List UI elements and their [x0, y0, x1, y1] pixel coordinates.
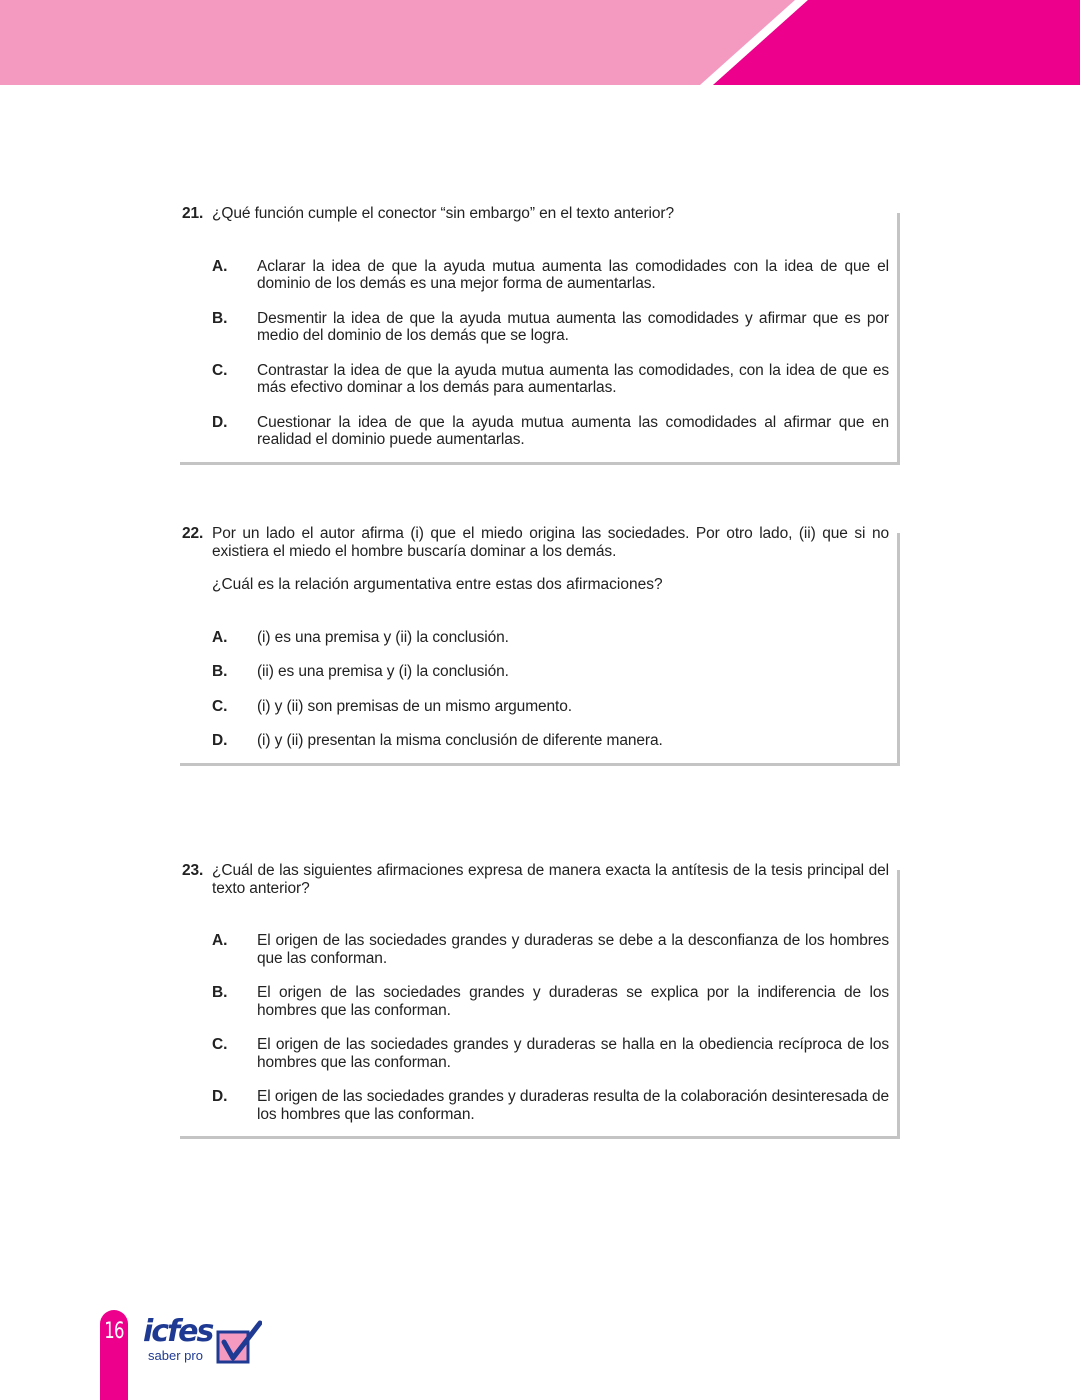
question-23 — [180, 862, 900, 1139]
option-text: Desmentir la idea de que la ayuda mutua aumenta las comodidades y afirmar que es por medio del dominio de los demás que se logra. — [257, 309, 889, 344]
option-c[interactable] — [180, 362, 900, 397]
question-21 — [180, 205, 900, 465]
question-number: 21. — [182, 205, 204, 222]
option-letter: D. — [212, 732, 228, 749]
option-text: (ii) es una premisa y (i) la conclusión. — [257, 663, 509, 680]
page-number-tab — [100, 1310, 128, 1400]
question-stem — [180, 205, 900, 223]
option-letter: C. — [212, 697, 228, 715]
option-letter: D. — [212, 413, 228, 431]
options-list — [180, 629, 900, 750]
option-text: Aclarar la idea de que la ayuda mutua aumenta las comodidades con la idea de que el dominio de los demás es una mejor forma de aumentarlas. — [257, 257, 889, 292]
option-a[interactable] — [180, 932, 900, 967]
question-number: 23. — [182, 862, 204, 879]
option-text: El origen de las sociedades grandes y duraderas se debe a la desconfianza de los hombres que las conforman. — [257, 932, 889, 967]
option-text: El origen de las sociedades grandes y duraderas resulta de la colaboración desinteresada de los hombres que las conforman. — [257, 1088, 889, 1123]
option-d[interactable] — [180, 414, 900, 449]
frame-bottom-border — [180, 763, 900, 766]
page-number: 16 — [104, 1319, 124, 1344]
options-list — [180, 258, 900, 449]
option-a[interactable] — [180, 258, 900, 293]
option-b[interactable] — [180, 663, 900, 681]
header-accent-shape — [0, 0, 1080, 85]
option-c[interactable] — [180, 1036, 900, 1071]
question-text: ¿Cuál de las siguientes afirmaciones expresa de manera exacta la antítesis de la tesis principal del texto anterior? — [212, 862, 889, 897]
option-letter: B. — [212, 663, 228, 680]
question-22 — [180, 525, 900, 766]
option-text: Contrastar la idea de que la ayuda mutua aumenta las comodidades, con la idea de que es más efectivo dominar a los demás para aumentarlas. — [257, 361, 889, 396]
option-d[interactable] — [180, 1088, 900, 1123]
options-list — [180, 932, 900, 1123]
option-b[interactable] — [180, 310, 900, 345]
option-text: Cuestionar la idea de que la ayuda mutua aumenta las comodidades al afirmar que en realidad el dominio puede aumentarlas. — [257, 413, 889, 448]
option-letter: D. — [212, 1088, 228, 1105]
option-text: El origen de las sociedades grandes y duraderas se explica por la indiferencia de los hombres que las conforman. — [257, 984, 889, 1019]
question-stem — [180, 525, 900, 560]
option-letter: B. — [212, 309, 228, 327]
checkmark-box-icon — [216, 1320, 262, 1364]
option-letter: C. — [212, 1036, 228, 1053]
icfes-logo — [140, 1314, 265, 1368]
option-text: (i) y (ii) son premisas de un mismo argumento. — [257, 697, 572, 715]
option-text: El origen de las sociedades grandes y duraderas se halla en la obediencia recíproca de los hombres que las conforman. — [257, 1036, 889, 1071]
option-letter: C. — [212, 361, 228, 379]
question-number: 22. — [182, 525, 204, 542]
frame-bottom-border — [180, 462, 900, 465]
option-a[interactable] — [180, 629, 900, 647]
option-letter: B. — [212, 984, 228, 1001]
option-b[interactable] — [180, 984, 900, 1019]
option-letter: A. — [212, 932, 228, 949]
logo-wordmark: icfes — [143, 1314, 213, 1349]
logo-subtitle: saber pro — [148, 1348, 203, 1363]
question-text: ¿Qué función cumple el conector “sin embargo” en el texto anterior? — [212, 205, 674, 222]
question-stem — [180, 862, 900, 897]
option-letter: A. — [212, 628, 228, 646]
question-subprompt: ¿Cuál es la relación argumentativa entre estas dos afirmaciones? — [212, 576, 663, 593]
option-letter: A. — [212, 257, 228, 275]
option-text: (i) es una premisa y (ii) la conclusión. — [257, 628, 509, 646]
option-d[interactable] — [180, 732, 900, 750]
option-text: (i) y (ii) presentan la misma conclusión de diferente manera. — [257, 732, 663, 749]
question-text: Por un lado el autor afirma (i) que el miedo origina las sociedades. Por otro lado, (ii) que si no existiera el miedo el hombre buscaría dominar a los demás. — [212, 525, 889, 560]
option-c[interactable] — [180, 698, 900, 716]
frame-bottom-border — [180, 1136, 900, 1139]
